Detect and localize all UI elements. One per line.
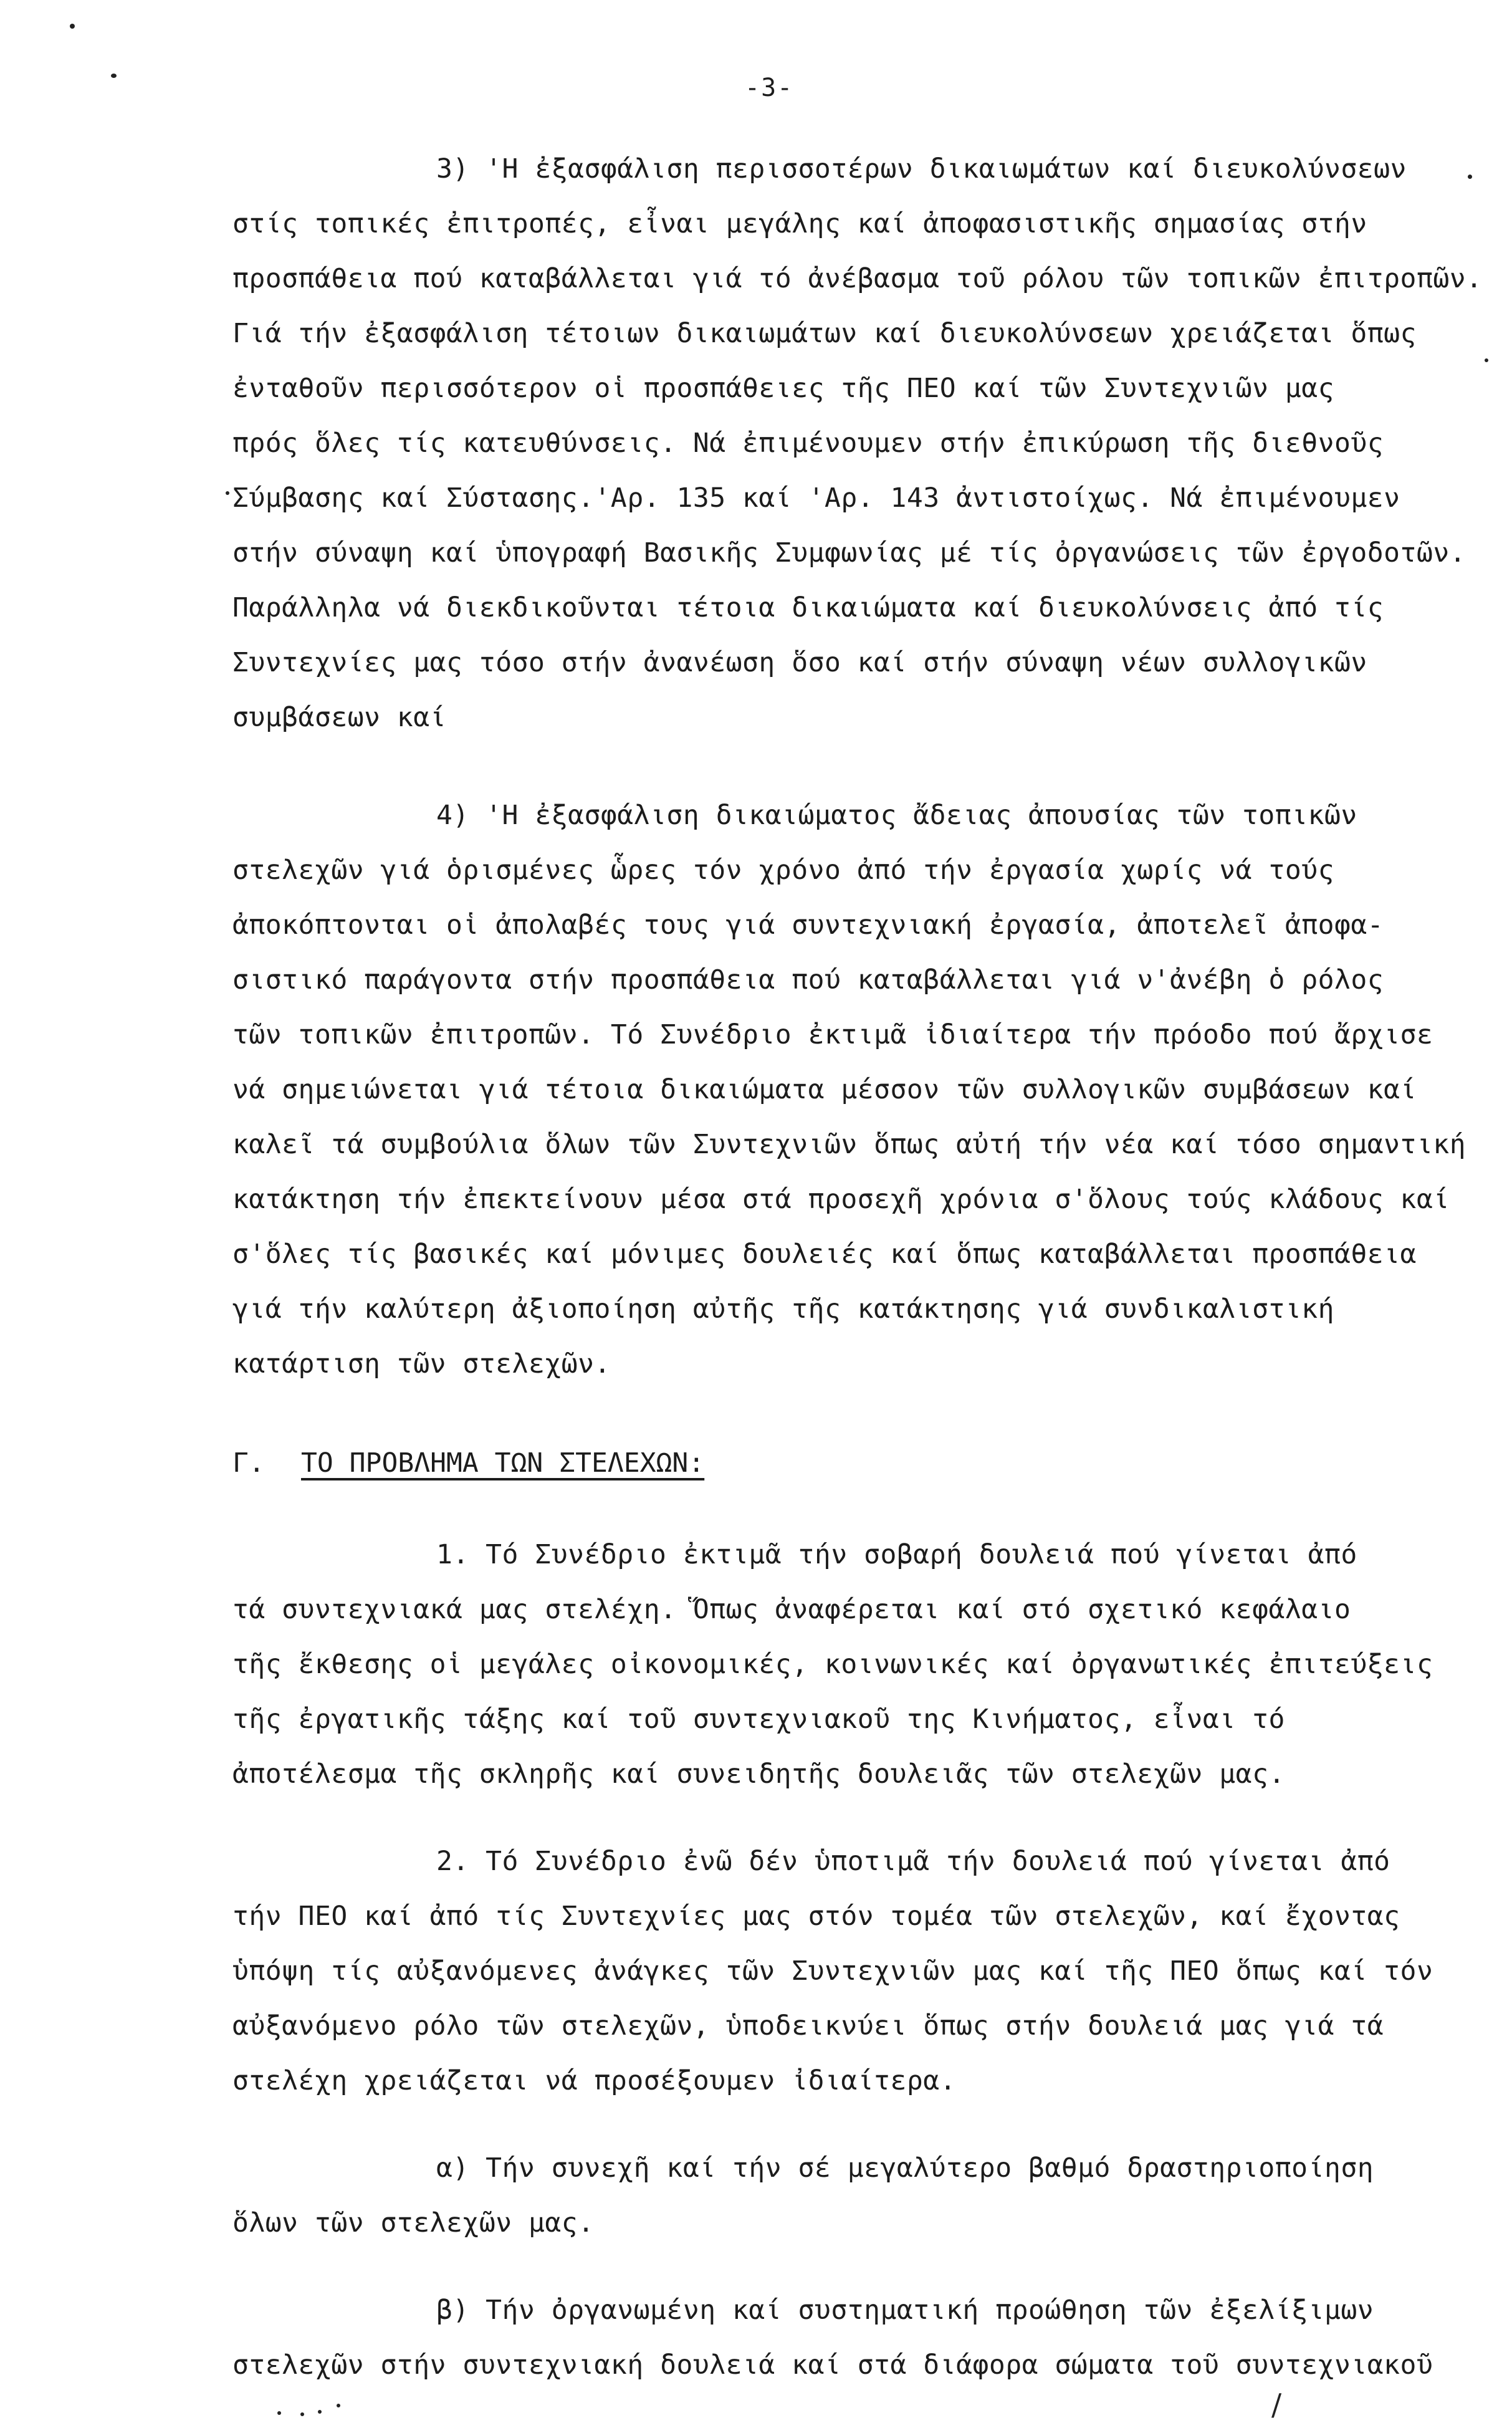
paragraph-line: προσπάθεια πού καταβάλλεται γιά τό ἀνέβασμα τοῦ ρόλου τῶν τοπικῶν ἐπιτροπῶν. <box>232 263 1483 294</box>
scan-speck <box>337 2404 340 2407</box>
paragraph-line: γιά τήν καλύτερη ἀξιοποίηση αὐτῆς τῆς κατάκτησης γιά συνδικαλιστική <box>232 1293 1335 1325</box>
paragraph-line: νά σημειώνεται γιά τέτοια δικαιώματα μέσσον τῶν συλλογικῶν συμβάσεων καί <box>232 1074 1417 1105</box>
paragraph-line: αὐξανόμενο ρόλο τῶν στελεχῶν, ὑποδεικνύει ὅπως στήν δουλειά μας γιά τά <box>232 2010 1384 2042</box>
paragraph-line: σ'ὅλες τίς βασικές καί μόνιμες δουλειές καί ὅπως καταβάλλεται προσπάθεια <box>232 1239 1417 1270</box>
scan-speck <box>277 2411 281 2415</box>
scan-speck <box>1485 358 1488 362</box>
paragraph-line: α) Τήν συνεχῆ καί τήν σέ μεγαλύτερο βαθμό δραστηριοποίηση <box>436 2152 1374 2184</box>
paragraph-line: στελεχῶν γιά ὁρισμένες ὧρες τόν χρόνο ἀπό τήν ἐργασία χωρίς νά τούς <box>232 855 1335 886</box>
paragraph-line: β) Τήν ὀργανωμένη καί συστηματική προώθηση τῶν ἐξελίξιμων <box>436 2295 1374 2326</box>
paragraph-line: συμβάσεων καί <box>232 702 447 733</box>
heading-marker: Γ. <box>232 1447 265 1479</box>
scan-speck <box>70 24 75 29</box>
scan-speck <box>318 2410 322 2414</box>
paragraph-line: κατάκτηση τήν ἐπεκτείνουν μέσα στά προσεχῆ χρόνια σ'ὅλους τούς κλάδους καί <box>232 1184 1450 1215</box>
scan-speck <box>111 74 117 78</box>
paragraph-line: κατάρτιση τῶν στελεχῶν. <box>232 1348 611 1380</box>
scan-speck <box>300 2412 304 2416</box>
paragraph-line: 2. Τό Συνέδριο ἐνῶ δέν ὑποτιμᾶ τήν δουλειά πού γίνεται ἀπό <box>436 1846 1390 1877</box>
heading-title: ΤΟ ΠΡΟΒΛΗΜΑ ΤΩΝ ΣΤΕΛΕΧΩΝ: <box>301 1447 705 1479</box>
paragraph-line: Γιά τήν ἐξασφάλιση τέτοιων δικαιωμάτων καί διευκολύνσεων χρειάζεται ὅπως <box>232 318 1417 349</box>
scan-speck <box>226 491 229 495</box>
paragraph-line: 4) 'Η ἐξασφάλιση δικαιώματος ἄδειας ἀπουσίας τῶν τοπικῶν <box>436 800 1357 831</box>
scan-stroke: / <box>1271 2387 1282 2422</box>
paragraph-line: ἐνταθοῦν περισσότερον οἱ προσπάθειες τῆς ΠΕΟ καί τῶν Συντεχνιῶν μας <box>232 373 1335 404</box>
section-heading <box>232 1447 704 1479</box>
paragraph-line: στίς τοπικές ἐπιτροπές, εἶναι μεγάλης καί ἀποφασιστικῆς σημασίας στήν <box>232 208 1367 239</box>
paragraph-line: στελέχη χρειάζεται νά προσέξουμεν ἰδιαίτερα. <box>232 2065 957 2096</box>
paragraph-line: Παράλληλα νά διεκδικοῦνται τέτοια δικαιώματα καί διευκολύνσεις ἀπό τίς <box>232 592 1384 623</box>
paragraph-line: καλεῖ τά συμβούλια ὅλων τῶν Συντεχνιῶν ὅπως αὐτή τήν νέα καί τόσο σημαντική <box>232 1129 1467 1160</box>
paragraph-line: στελεχῶν στήν συντεχνιακή δουλειά καί στά διάφορα σώματα τοῦ συντεχνιακοῦ <box>232 2349 1433 2381</box>
paragraph-line: ἀποτέλεσμα τῆς σκληρῆς καί συνειδητῆς δουλειᾶς τῶν στελεχῶν μας. <box>232 1759 1285 1790</box>
paragraph-line: σιστικό παράγοντα στήν προσπάθεια πού καταβάλλεται γιά ν'ἀνέβη ὁ ρόλος <box>232 964 1384 996</box>
page-number: -3- <box>745 74 794 102</box>
paragraph-line: τά συντεχνιακά μας στελέχη. Ὅπως ἀναφέρεται καί στό σχετικό κεφάλαιο <box>232 1594 1351 1625</box>
paragraph-line: τήν ΠΕΟ καί ἀπό τίς Συντεχνίες μας στόν τομέα τῶν στελεχῶν, καί ἔχοντας <box>232 1901 1400 1932</box>
paragraph-line: 1. Τό Συνέδριο ἐκτιμᾶ τήν σοβαρή δουλειά πού γίνεται ἀπό <box>436 1539 1357 1570</box>
paragraph-line: ὅλων τῶν στελεχῶν μας. <box>232 2207 595 2238</box>
paragraph-line: Συντεχνίες μας τόσο στήν ἀνανέωση ὅσο καί στήν σύναψη νέων συλλογικῶν <box>232 647 1367 678</box>
paragraph-line: τῶν τοπικῶν ἐπιτροπῶν. Τό Συνέδριο ἐκτιμᾶ ἰδιαίτερα τήν πρόοδο πού ἄρχισε <box>232 1019 1433 1050</box>
paragraph-line: στήν σύναψη καί ὑπογραφή Βασικῆς Συμφωνίας μέ τίς ὀργανώσεις τῶν ἐργοδοτῶν. <box>232 537 1467 569</box>
paragraph-line: πρός ὅλες τίς κατευθύνσεις. Νά ἐπιμένουμεν στήν ἐπικύρωση τῆς διεθνοῦς <box>232 428 1384 459</box>
paragraph-line: τῆς ἐργατικῆς τάξης καί τοῦ συντεχνιακοῦ της Κινήματος, εἶναι τό <box>232 1704 1285 1735</box>
paragraph-line: τῆς ἔκθεσης οἱ μεγάλες οἰκονομικές, κοινωνικές καί ὀργανωτικές ἐπιτεύξεις <box>232 1649 1433 1680</box>
scan-speck <box>1468 175 1472 179</box>
paragraph-line: 3) 'Η ἐξασφάλιση περισσοτέρων δικαιωμάτων καί διευκολύνσεων <box>436 153 1407 185</box>
paragraph-line: ἀποκόπτονται οἱ ἀπολαβές τους γιά συντεχνιακή ἐργασία, ἀποτελεῖ ἀποφα- <box>232 909 1384 941</box>
paragraph-line: ὑπόψη τίς αὐξανόμενες ἀνάγκες τῶν Συντεχνιῶν μας καί τῆς ΠΕΟ ὅπως καί τόν <box>232 1955 1433 1987</box>
paragraph-line: Σύμβασης καί Σύστασης.'Αρ. 135 καί 'Αρ. 143 ἀντιστοίχως. Νά ἐπιμένουμεν <box>232 482 1400 514</box>
